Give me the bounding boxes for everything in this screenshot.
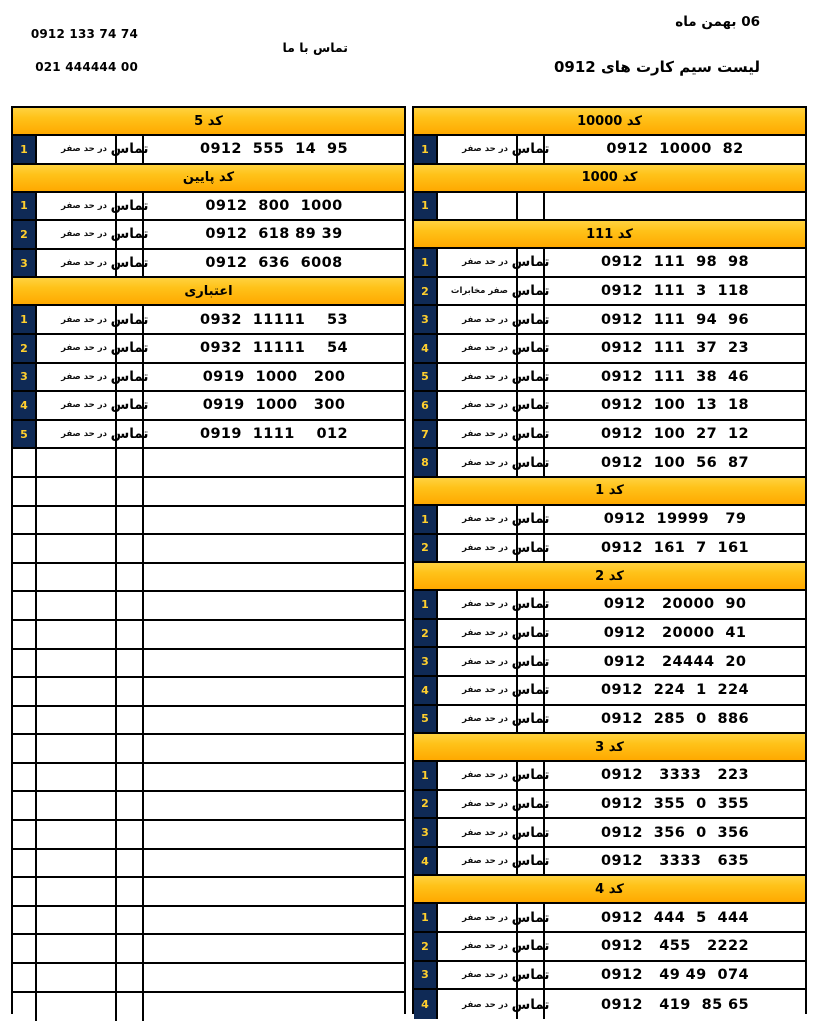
cell-price <box>115 735 142 762</box>
cell-row-index <box>13 964 35 991</box>
simcard-tables <box>11 106 807 1014</box>
cell-price <box>115 621 142 648</box>
cell-row-index: 5 <box>414 364 436 391</box>
cell-condition <box>35 678 115 705</box>
table-row[interactable] <box>414 335 805 364</box>
cell-row-index: 1 <box>414 762 436 789</box>
cell-condition: در حد صفر <box>35 364 115 391</box>
cell-row-index: 3 <box>414 306 436 333</box>
cell-condition <box>35 621 115 648</box>
cell-price: تماس <box>115 392 142 419</box>
cell-row-index: 1 <box>414 136 436 163</box>
cell-phone-number: 0912 419 85 65 <box>543 990 805 1019</box>
cell-phone-number: 0912 24444 20 <box>543 648 805 675</box>
cell-condition <box>35 878 115 905</box>
cell-phone-number: 0919 1000 200 <box>142 364 404 391</box>
cell-condition: در حد صفر <box>436 648 516 675</box>
cell-phone-number: 0912 636 6008 <box>142 250 404 277</box>
cell-condition: در حد صفر <box>35 221 115 248</box>
cell-price: تماس <box>516 762 543 789</box>
table-row[interactable] <box>13 850 404 879</box>
cell-phone-number: 0912 224 1 224 <box>543 677 805 704</box>
cell-row-index: 5 <box>414 706 436 733</box>
cell-condition <box>35 707 115 734</box>
cell-price <box>115 850 142 877</box>
cell-row-index: 1 <box>13 306 35 333</box>
cell-price: تماس <box>516 904 543 931</box>
cell-price: تماس <box>115 250 142 277</box>
table-row[interactable] <box>414 449 805 478</box>
cell-condition: در حد صفر <box>35 421 115 448</box>
table-row[interactable] <box>13 421 404 450</box>
cell-row-index: 4 <box>414 990 436 1019</box>
cell-condition <box>35 821 115 848</box>
contact-phone-mobile[interactable]: 0912 133 74 74 <box>30 27 138 41</box>
cell-row-index <box>13 592 35 619</box>
cell-phone-number <box>142 449 404 476</box>
cell-phone-number: 0932 11111 53 <box>142 306 404 333</box>
cell-price: تماس <box>516 364 543 391</box>
cell-condition: در حد صفر <box>436 335 516 362</box>
cell-condition: در حد صفر <box>35 193 115 220</box>
table-row[interactable] <box>414 677 805 706</box>
empty-rows-area <box>13 449 404 1021</box>
cell-condition: در حد صفر <box>436 535 516 562</box>
cell-condition: در حد صفر <box>436 306 516 333</box>
cell-condition <box>35 650 115 677</box>
cell-condition: در حد صفر <box>436 904 516 931</box>
cell-price <box>115 821 142 848</box>
cell-row-index: 2 <box>414 535 436 562</box>
section-header: اعتباری <box>13 277 404 306</box>
cell-price <box>115 449 142 476</box>
cell-row-index: 2 <box>13 221 35 248</box>
section-header: کد 10000 <box>414 107 805 136</box>
cell-condition <box>35 993 115 1022</box>
cell-price: تماس <box>115 136 142 163</box>
cell-condition: در حد صفر <box>436 933 516 960</box>
cell-condition: در حد صفر <box>436 449 516 476</box>
cell-row-index <box>13 792 35 819</box>
section-header: کد پایین <box>13 164 404 193</box>
cell-condition <box>35 535 115 562</box>
cell-price <box>115 564 142 591</box>
cell-row-index <box>13 449 35 476</box>
table-row[interactable] <box>13 878 404 907</box>
cell-price: تماس <box>516 278 543 305</box>
cell-row-index <box>13 821 35 848</box>
section-header: کد 1 <box>414 477 805 506</box>
cell-condition <box>35 478 115 505</box>
cell-phone-number: 0912 111 94 96 <box>543 306 805 333</box>
table-row[interactable] <box>414 278 805 307</box>
cell-phone-number: 0912 455 2222 <box>543 933 805 960</box>
cell-condition: در حد صفر <box>436 136 516 163</box>
cell-phone-number: 0912 49 49 074 <box>543 962 805 989</box>
section-header: کد 2 <box>414 562 805 591</box>
cell-price: تماس <box>516 591 543 618</box>
cell-price: تماس <box>516 449 543 476</box>
cell-condition: در حد صفر <box>436 620 516 647</box>
cell-phone-number <box>543 193 805 220</box>
cell-condition <box>35 964 115 991</box>
table-row[interactable] <box>414 819 805 848</box>
cell-phone-number <box>142 850 404 877</box>
cell-row-index: 6 <box>414 392 436 419</box>
cell-phone-number <box>142 707 404 734</box>
cell-condition <box>35 907 115 934</box>
cell-phone-number <box>142 935 404 962</box>
table-row[interactable] <box>13 592 404 621</box>
cell-phone-number: 0912 3333 223 <box>543 762 805 789</box>
cell-price: تماس <box>516 249 543 276</box>
cell-row-index: 1 <box>414 249 436 276</box>
table-row[interactable] <box>13 907 404 936</box>
cell-phone-number <box>142 478 404 505</box>
cell-row-index <box>13 907 35 934</box>
cell-phone-number <box>142 564 404 591</box>
cell-row-index: 1 <box>13 193 35 220</box>
cell-condition: در حد صفر <box>436 364 516 391</box>
table-row[interactable] <box>13 678 404 707</box>
cell-condition <box>35 764 115 791</box>
cell-price: تماس <box>516 819 543 846</box>
cell-phone-number: 0932 11111 54 <box>142 335 404 362</box>
table-row[interactable] <box>13 250 404 279</box>
table-row[interactable] <box>414 648 805 677</box>
cell-row-index: 8 <box>414 449 436 476</box>
cell-price: تماس <box>115 364 142 391</box>
cell-row-index <box>13 650 35 677</box>
table-row[interactable] <box>13 735 404 764</box>
cell-condition: در حد صفر <box>436 677 516 704</box>
cell-condition: در حد صفر <box>436 762 516 789</box>
cell-row-index <box>13 764 35 791</box>
cell-phone-number: 0912 10000 82 <box>543 136 805 163</box>
cell-price <box>115 650 142 677</box>
cell-phone-number: 0912 285 0 886 <box>543 706 805 733</box>
table-row[interactable] <box>13 335 404 364</box>
table-row[interactable] <box>414 421 805 450</box>
table-row[interactable] <box>414 904 805 933</box>
cell-row-index: 3 <box>414 962 436 989</box>
cell-price <box>115 535 142 562</box>
cell-condition: در حد صفر <box>436 392 516 419</box>
cell-row-index: 2 <box>414 278 436 305</box>
cell-price: تماس <box>115 421 142 448</box>
cell-price: تماس <box>516 535 543 562</box>
cell-phone-number: 0919 1111 012 <box>142 421 404 448</box>
cell-row-index: 4 <box>13 392 35 419</box>
cell-condition: در حد صفر <box>436 506 516 533</box>
table-row[interactable] <box>414 193 805 222</box>
cell-condition: در حد صفر <box>35 136 115 163</box>
cell-phone-number: 0912 100 27 12 <box>543 421 805 448</box>
cell-row-index: 1 <box>414 193 436 220</box>
cell-price <box>115 764 142 791</box>
cell-price <box>115 507 142 534</box>
cell-phone-number <box>142 535 404 562</box>
cell-condition: در حد صفر <box>436 962 516 989</box>
cell-price: تماس <box>115 193 142 220</box>
cell-condition <box>35 592 115 619</box>
cell-condition: در حد صفر <box>436 791 516 818</box>
cell-phone-number: 0912 555 14 95 <box>142 136 404 163</box>
header-date: 06 بهمن ماه <box>675 14 760 30</box>
cell-phone-number <box>142 650 404 677</box>
cell-phone-number <box>142 792 404 819</box>
table-row[interactable] <box>13 621 404 650</box>
cell-condition: در حد صفر <box>436 990 516 1019</box>
cell-phone-number: 0912 356 0 356 <box>543 819 805 846</box>
table-row[interactable] <box>13 136 404 165</box>
cell-price: تماس <box>516 677 543 704</box>
cell-condition: در حد صفر <box>35 335 115 362</box>
table-row[interactable] <box>13 364 404 393</box>
cell-row-index: 3 <box>13 364 35 391</box>
cell-row-index: 3 <box>414 648 436 675</box>
section-header: کد 5 <box>13 107 404 136</box>
cell-row-index <box>13 993 35 1022</box>
cell-row-index: 5 <box>13 421 35 448</box>
cell-phone-number: 0912 100 56 87 <box>543 449 805 476</box>
cell-row-index: 7 <box>414 421 436 448</box>
cell-phone-number: 0912 800 1000 <box>142 193 404 220</box>
table-row[interactable] <box>414 791 805 820</box>
cell-phone-number: 0912 444 5 444 <box>543 904 805 931</box>
cell-row-index: 1 <box>414 506 436 533</box>
cell-condition: صفر مخابرات <box>436 278 516 305</box>
cell-row-index: 1 <box>414 904 436 931</box>
cell-condition: در حد صفر <box>436 819 516 846</box>
table-row[interactable] <box>13 507 404 536</box>
cell-condition: در حد صفر <box>436 706 516 733</box>
cell-price: تماس <box>115 306 142 333</box>
cell-phone-number: 0912 355 0 355 <box>543 791 805 818</box>
table-row[interactable] <box>13 193 404 222</box>
cell-row-index: 4 <box>414 335 436 362</box>
cell-phone-number: 0912 111 3 118 <box>543 278 805 305</box>
cell-phone-number <box>142 764 404 791</box>
cell-phone-number: 0912 111 38 46 <box>543 364 805 391</box>
cell-phone-number: 0912 100 13 18 <box>543 392 805 419</box>
cell-price: تماس <box>516 421 543 448</box>
table-row[interactable] <box>414 933 805 962</box>
cell-price <box>115 935 142 962</box>
cell-phone-number: 0912 20000 90 <box>543 591 805 618</box>
cell-condition <box>35 735 115 762</box>
cell-condition <box>35 935 115 962</box>
cell-row-index <box>13 735 35 762</box>
cell-row-index <box>13 707 35 734</box>
table-row[interactable] <box>414 306 805 335</box>
cell-price: تماس <box>115 221 142 248</box>
cell-condition: در حد صفر <box>436 848 516 875</box>
cell-row-index: 2 <box>414 620 436 647</box>
cell-price: تماس <box>516 306 543 333</box>
cell-price: تماس <box>115 335 142 362</box>
table-row[interactable] <box>13 707 404 736</box>
contact-us-label: تماس با ما <box>282 40 348 55</box>
section-header: کد 1000 <box>414 164 805 193</box>
cell-phone-number <box>142 507 404 534</box>
cell-price <box>115 964 142 991</box>
cell-price: تماس <box>516 648 543 675</box>
cell-price <box>115 707 142 734</box>
table-row[interactable] <box>414 136 805 165</box>
table-row[interactable] <box>414 990 805 1019</box>
cell-price: تماس <box>516 791 543 818</box>
table-row[interactable] <box>414 762 805 791</box>
cell-phone-number <box>142 821 404 848</box>
cell-row-index: 3 <box>13 250 35 277</box>
cell-phone-number <box>142 735 404 762</box>
table-row[interactable] <box>414 706 805 735</box>
cell-row-index: 2 <box>414 791 436 818</box>
cell-phone-number <box>142 964 404 991</box>
cell-phone-number <box>142 678 404 705</box>
cell-price: تماس <box>516 506 543 533</box>
cell-row-index: 1 <box>414 591 436 618</box>
cell-price <box>516 193 543 220</box>
cell-condition: در حد صفر <box>35 306 115 333</box>
table-row[interactable] <box>13 964 404 993</box>
cell-phone-number: 0912 3333 635 <box>543 848 805 875</box>
cell-price: تماس <box>516 620 543 647</box>
table-row[interactable] <box>13 478 404 507</box>
cell-phone-number <box>142 993 404 1022</box>
table-row[interactable] <box>414 249 805 278</box>
table-row[interactable] <box>414 364 805 393</box>
cell-condition <box>35 507 115 534</box>
cell-phone-number <box>142 878 404 905</box>
cell-row-index <box>13 507 35 534</box>
table-row[interactable] <box>13 764 404 793</box>
cell-row-index: 1 <box>13 136 35 163</box>
cell-row-index <box>13 564 35 591</box>
cell-row-index <box>13 678 35 705</box>
table-row[interactable] <box>414 848 805 877</box>
cell-condition <box>35 564 115 591</box>
table-row[interactable] <box>13 392 404 421</box>
cell-phone-number <box>142 907 404 934</box>
cell-condition: در حد صفر <box>35 250 115 277</box>
page-title: لیست سیم کارت های 0912 <box>553 58 760 76</box>
table-row[interactable] <box>414 392 805 421</box>
cell-row-index: 2 <box>13 335 35 362</box>
table-row[interactable] <box>13 792 404 821</box>
cell-price: تماس <box>516 933 543 960</box>
table-row[interactable] <box>414 962 805 991</box>
table-row[interactable] <box>13 650 404 679</box>
table-row[interactable] <box>13 564 404 593</box>
cell-phone-number: 0912 111 98 98 <box>543 249 805 276</box>
cell-price <box>115 878 142 905</box>
table-row[interactable] <box>414 620 805 649</box>
section-header: کد 4 <box>414 875 805 904</box>
cell-condition <box>35 449 115 476</box>
cell-row-index: 3 <box>414 819 436 846</box>
cell-row-index <box>13 621 35 648</box>
section-header: کد 111 <box>414 220 805 249</box>
table-row[interactable] <box>13 821 404 850</box>
cell-condition <box>35 792 115 819</box>
cell-price <box>115 907 142 934</box>
cell-row-index <box>13 850 35 877</box>
cell-phone-number <box>142 592 404 619</box>
table-row[interactable] <box>13 449 404 478</box>
cell-condition: در حد صفر <box>436 591 516 618</box>
cell-price: تماس <box>516 848 543 875</box>
table-column-left <box>412 106 807 1014</box>
cell-row-index <box>13 878 35 905</box>
cell-phone-number: 0919 1000 300 <box>142 392 404 419</box>
table-row[interactable] <box>13 993 404 1022</box>
cell-row-index: 2 <box>414 933 436 960</box>
cell-price: تماس <box>516 392 543 419</box>
cell-price <box>115 592 142 619</box>
cell-condition: در حد صفر <box>436 249 516 276</box>
cell-price: تماس <box>516 962 543 989</box>
cell-price <box>115 478 142 505</box>
cell-row-index: 4 <box>414 677 436 704</box>
table-row[interactable] <box>414 506 805 535</box>
cell-price <box>115 678 142 705</box>
cell-price: تماس <box>516 706 543 733</box>
cell-condition: در حد صفر <box>35 392 115 419</box>
table-row[interactable] <box>13 935 404 964</box>
cell-price <box>115 993 142 1022</box>
table-row[interactable] <box>13 306 404 335</box>
cell-price <box>115 792 142 819</box>
contact-phone-landline[interactable]: 021 444444 00 <box>35 60 138 74</box>
cell-row-index: 4 <box>414 848 436 875</box>
cell-phone-number: 0912 161 7 161 <box>543 535 805 562</box>
cell-phone-number: 0912 111 37 23 <box>543 335 805 362</box>
cell-condition: در حد صفر <box>436 421 516 448</box>
cell-row-index <box>13 535 35 562</box>
table-row[interactable] <box>13 221 404 250</box>
cell-condition <box>436 193 516 220</box>
cell-condition <box>35 850 115 877</box>
table-column-right <box>11 106 406 1014</box>
cell-price: تماس <box>516 136 543 163</box>
table-row[interactable] <box>13 535 404 564</box>
cell-phone-number: 0912 20000 41 <box>543 620 805 647</box>
section-header: کد 3 <box>414 733 805 762</box>
cell-phone-number: 0912 19999 79 <box>543 506 805 533</box>
cell-price: تماس <box>516 990 543 1019</box>
page-header <box>0 0 818 96</box>
cell-row-index <box>13 478 35 505</box>
table-row[interactable] <box>414 535 805 564</box>
cell-phone-number: 0912 618 89 39 <box>142 221 404 248</box>
cell-phone-number <box>142 621 404 648</box>
table-row[interactable] <box>414 591 805 620</box>
cell-row-index <box>13 935 35 962</box>
cell-price: تماس <box>516 335 543 362</box>
